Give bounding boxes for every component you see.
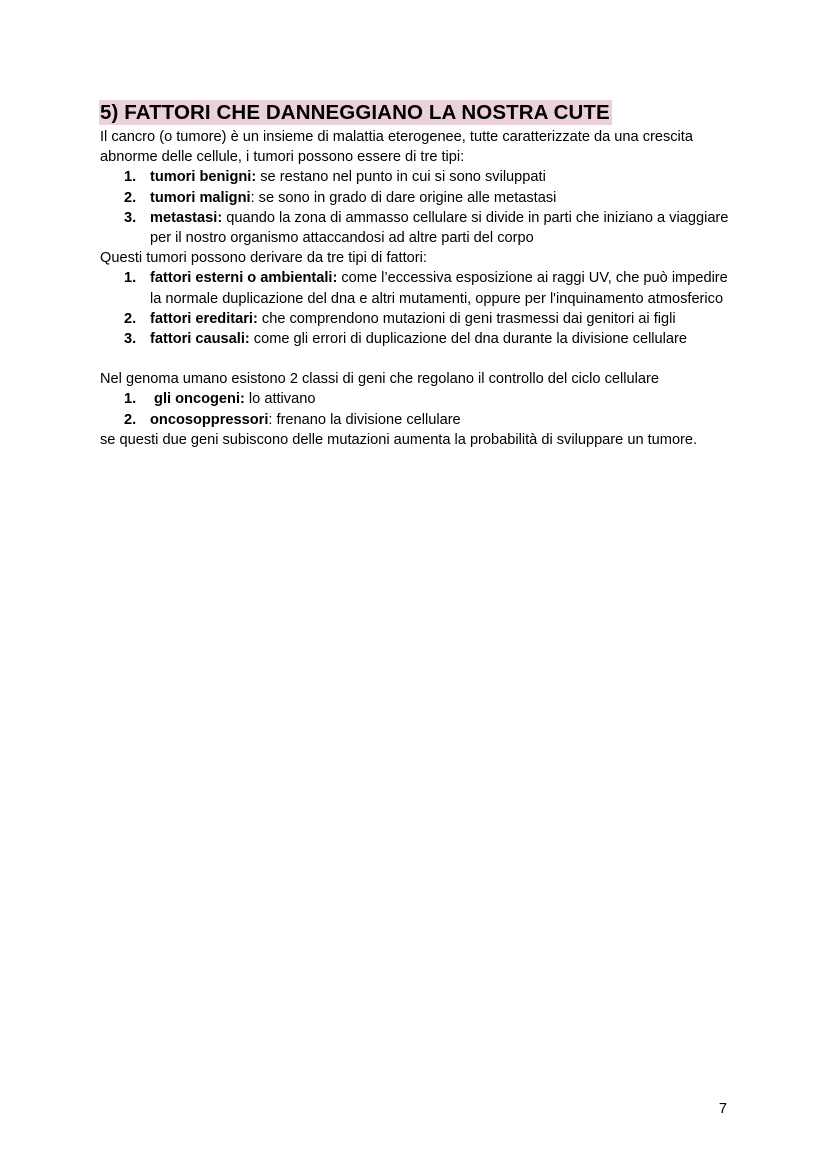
list-item [100, 329, 740, 349]
genes-list [100, 389, 740, 429]
list-number: 3. [124, 209, 137, 226]
list-term: fattori esterni o ambientali: [150, 270, 338, 287]
list-number: 1. [124, 391, 137, 408]
list-item [100, 188, 740, 208]
factors-intro-paragraph: Questi tumori possono derivare da tre tipi di fattori: [100, 250, 427, 267]
list-item [100, 389, 740, 409]
conclusion-paragraph: se questi due geni subiscono delle mutazioni aumenta la probabilità di sviluppare un tumore. [100, 431, 698, 448]
list-number: 2. [124, 411, 137, 428]
list-text: che comprendono mutazioni di geni trasmessi dai genitori ai figli [257, 310, 676, 327]
list-number: 1. [124, 169, 137, 186]
paragraph-spacer [100, 349, 740, 369]
list-term: oncosoppressori [150, 411, 269, 428]
list-item [100, 410, 740, 430]
list-number: 1. [124, 270, 137, 287]
list-term: tumori benigni: [150, 169, 257, 186]
list-text: lo attivano [244, 391, 316, 408]
intro-paragraph: Il cancro (o tumore) è un insieme di malattia eterogenee, tutte caratterizzate da una crescita abnorme delle cellule, i tumori possono essere di tre tipi: [100, 129, 693, 166]
list-number: 2. [124, 310, 137, 327]
list-item [100, 309, 740, 329]
list-text: come gli errori di duplicazione del dna durante la divisione cellulare [249, 331, 687, 348]
list-text: come l’eccessiva esposizione ai raggi UV, che può impedire la normale duplicazione del dna e altri mutamenti, oppure per l'inquinamento atmosferico [150, 270, 728, 307]
genes-intro-paragraph: Nel genoma umano esistono 2 classi di geni che regolano il controllo del ciclo cellulare [100, 371, 659, 388]
factors-list [100, 268, 740, 349]
tumor-types-list [100, 167, 740, 248]
list-text: : se sono in grado di dare origine alle metastasi [250, 189, 557, 206]
list-term: gli oncogeni: [150, 391, 245, 408]
list-item [100, 208, 740, 248]
list-text: quando la zona di ammasso cellulare si divide in parti che iniziano a viaggiare per il nostro organismo attaccandosi ad altre parti del corpo [150, 209, 729, 247]
page-number: 7 [718, 1101, 727, 1117]
list-term: fattori ereditari: [150, 310, 258, 327]
list-number: 2. [124, 189, 137, 206]
list-item [100, 167, 740, 187]
list-term: tumori maligni [150, 189, 251, 206]
list-term: fattori causali: [150, 331, 250, 348]
section-heading: 5) FATTORI CHE DANNEGGIANO LA NOSTRA CUTE [100, 101, 610, 124]
page-content [100, 100, 740, 450]
list-text: se restano nel punto in cui si sono sviluppati [256, 169, 546, 186]
list-item [100, 268, 740, 308]
list-text: : frenano la divisione cellulare [268, 411, 461, 428]
list-term: metastasi: [150, 209, 223, 226]
list-number: 3. [124, 331, 137, 348]
